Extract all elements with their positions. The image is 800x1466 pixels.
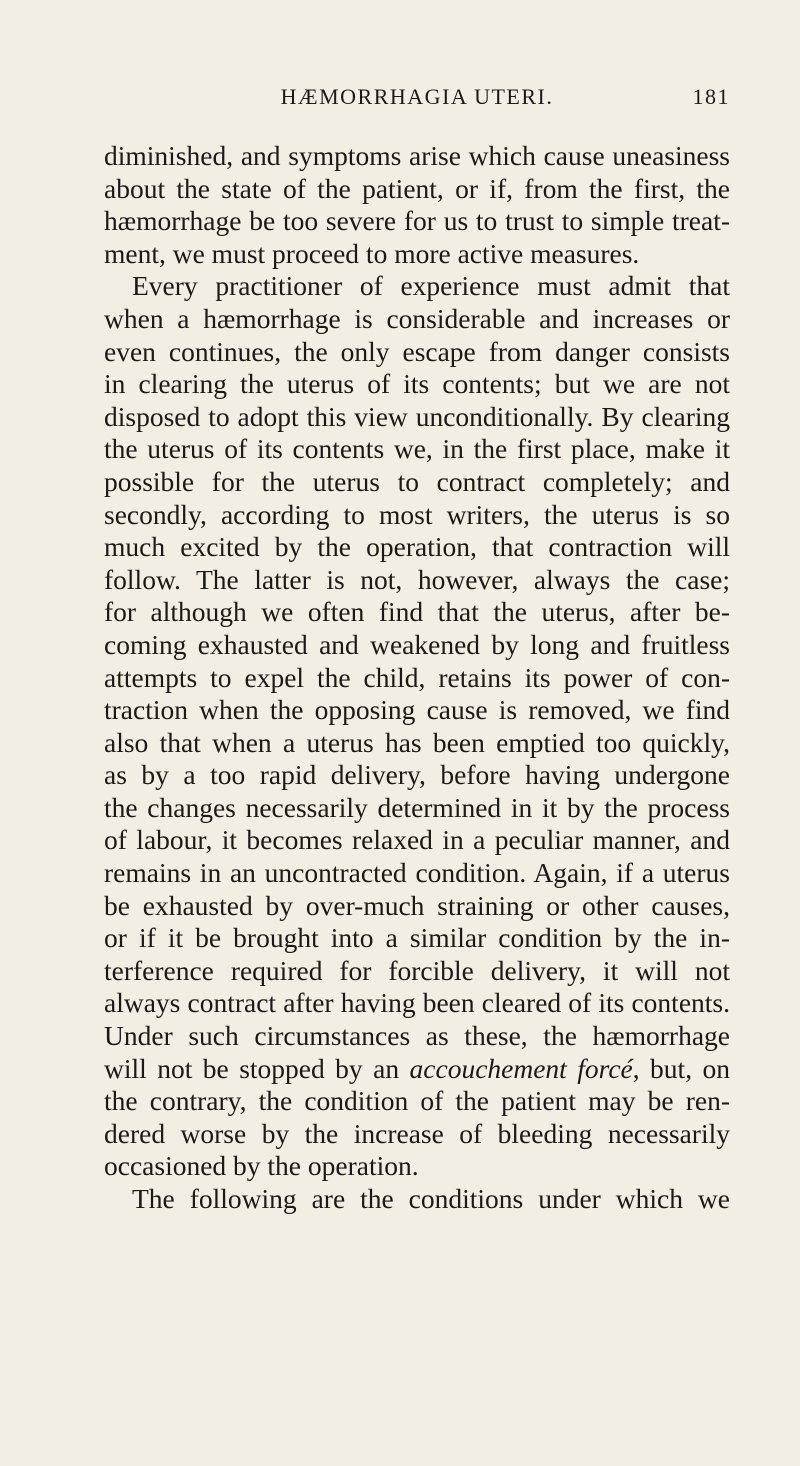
- running-title: HÆMORRHAGIA UTERI.: [280, 84, 554, 109]
- text-line: much excited by the operation, that contraction will: [104, 531, 730, 563]
- text-line: Under such circumstances as these, the hæmorrhage: [104, 1020, 730, 1052]
- text-line: occasioned by the operation.: [104, 1150, 419, 1182]
- text-line: always contract after having been cleared of its contents.: [104, 987, 730, 1019]
- text-line: in clearing the uterus of its contents; but we are not: [104, 368, 730, 400]
- text-segment: , but, on: [632, 1052, 731, 1084]
- text-line: terference required for forcible delivery, it will not: [104, 954, 730, 986]
- text-line: be exhausted by over-much straining or other causes,: [104, 889, 730, 921]
- text-line: about the state of the patient, or if, from the first, the: [104, 172, 730, 204]
- text-line: traction when the opposing cause is removed, we find: [104, 694, 730, 726]
- page-number: 181: [692, 84, 730, 109]
- text-line: hæmorrhage be too severe for us to trust to simple treat-: [104, 205, 730, 237]
- text-line: the contrary, the condition of the patient may be ren-: [104, 1085, 730, 1117]
- text-line: remains in an uncontracted condition. Again, if a uterus: [104, 857, 730, 889]
- text-line: for although we often find that the uterus, after be-: [104, 596, 730, 628]
- text-line: or if it be brought into a similar condition by the in-: [104, 922, 730, 954]
- text-line: coming exhausted and weakened by long and fruitless: [104, 628, 730, 660]
- text-line: when a hæmorrhage is considerable and increases or: [104, 302, 730, 334]
- text-line: diminished, and symptoms arise which cause uneasiness: [104, 140, 730, 171]
- text-line-with-italic: [104, 1053, 730, 1086]
- text-line: the uterus of its contents we, in the first place, make it: [104, 433, 730, 465]
- text-line: follow. The latter is not, however, always the case;: [104, 563, 730, 595]
- text-line: ment, we must proceed to more active measures.: [104, 237, 640, 269]
- text-line: disposed to adopt this view unconditionally. By clearing: [104, 400, 730, 432]
- text-line: as by a too rapid delivery, before having undergone: [104, 759, 730, 791]
- text-line: also that when a uterus has been emptied too quickly,: [104, 726, 730, 758]
- text-line: Every practitioner of experience must admit that: [132, 270, 730, 302]
- text-line: secondly, according to most writers, the uterus is so: [104, 498, 730, 530]
- text-line: even continues, the only escape from danger consists: [104, 335, 730, 367]
- text-line: dered worse by the increase of bleeding necessarily: [104, 1117, 730, 1149]
- text-line: of labour, it becomes relaxed in a peculiar manner, and: [104, 824, 730, 856]
- body-text: [104, 140, 730, 1216]
- text-line: attempts to expel the child, retains its power of con-: [104, 661, 730, 693]
- text-segment: will not be stopped by an: [104, 1052, 410, 1084]
- text-line: The following are the conditions under which we: [132, 1183, 730, 1214]
- running-head: [104, 84, 730, 114]
- text-line: possible for the uterus to contract completely; and: [104, 465, 730, 497]
- italic-phrase: accouchement forcé: [409, 1052, 633, 1084]
- text-line: the changes necessarily determined in it by the process: [104, 791, 730, 823]
